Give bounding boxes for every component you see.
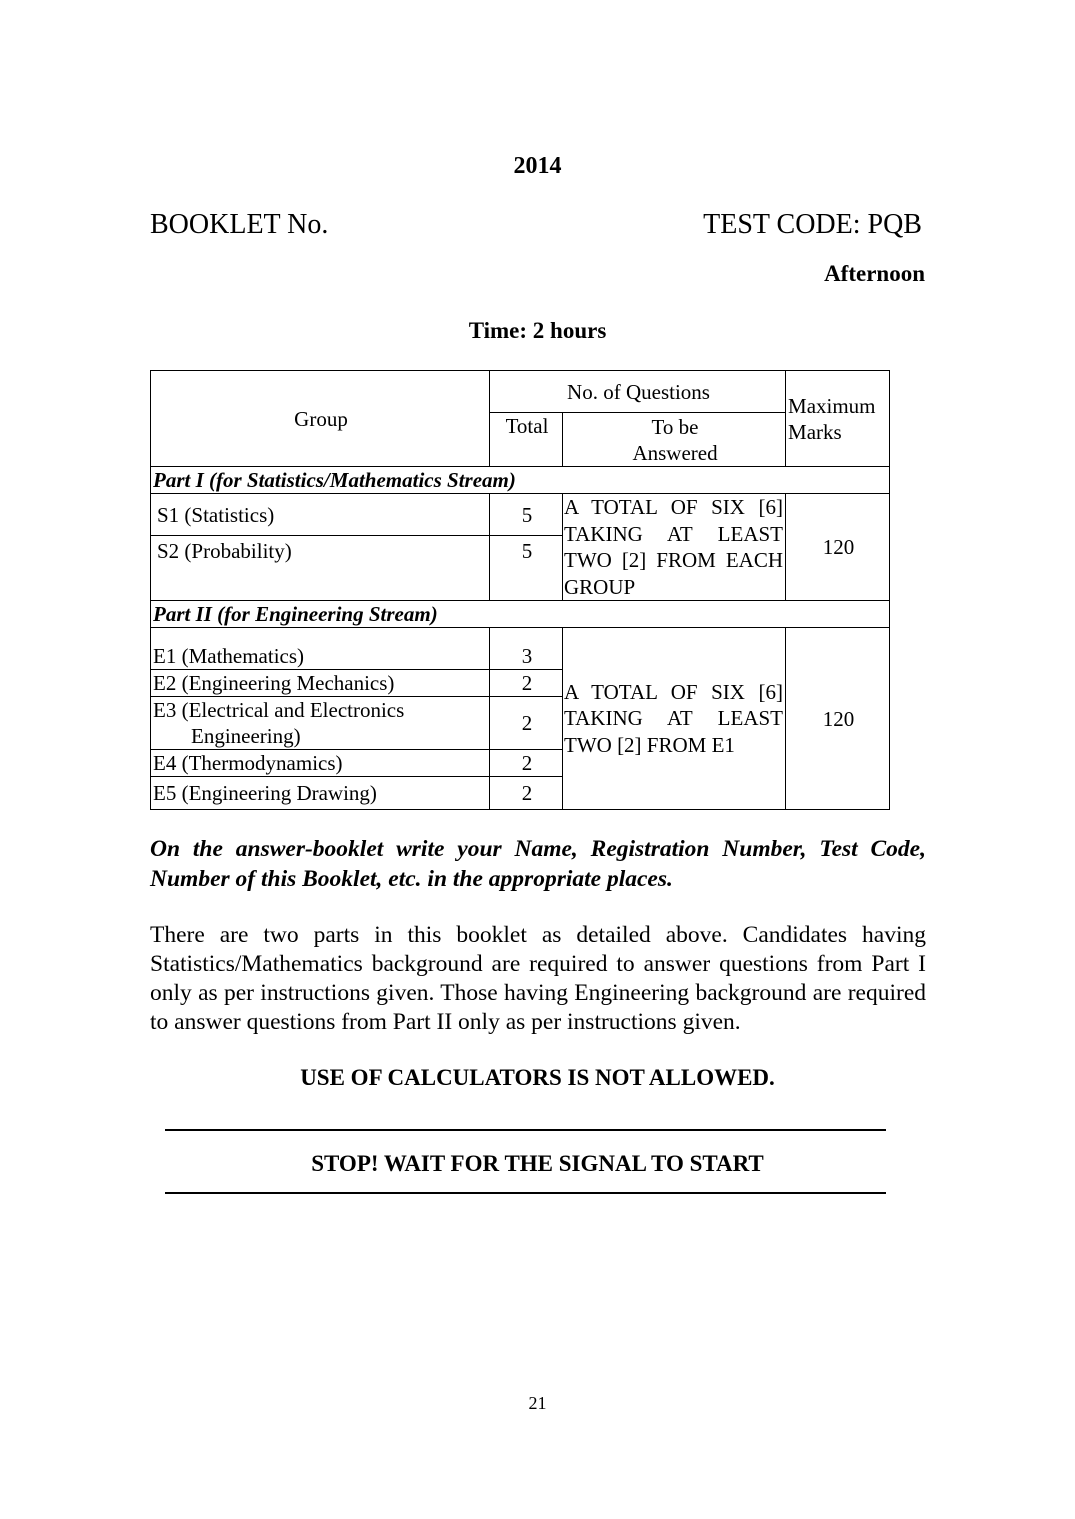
- group-cell: E4 (Thermodynamics): [151, 750, 490, 777]
- part1-instruction-text: A TOTAL OF SIX [6] TAKING AT LEAST TWO [2] FROM EACH: [564, 495, 784, 572]
- part2-instruction: [563, 628, 786, 810]
- total-cell: 2: [490, 697, 563, 750]
- total-cell: 2: [490, 670, 563, 697]
- max-marks-header: [786, 371, 890, 467]
- booklet-number-label: BOOKLET No.: [150, 209, 329, 240]
- part1-instruction: [563, 494, 786, 601]
- total-header: Total: [490, 413, 563, 467]
- calculator-notice: USE OF CALCULATORS IS NOT ALLOWED.: [300, 1065, 775, 1090]
- total-cell: 2: [490, 777, 563, 810]
- group-cell: S2 (Probability): [151, 536, 490, 601]
- time-allowed: Time: 2 hours: [468, 318, 607, 343]
- part2-instruction-last: TWO [2] FROM E1: [564, 732, 735, 757]
- group-cell: E5 (Engineering Drawing): [151, 777, 490, 810]
- total-cell: 5: [490, 494, 563, 536]
- table-row: [151, 628, 890, 670]
- part2-marks: 120: [786, 628, 890, 810]
- total-cell: 3: [490, 628, 563, 670]
- test-code: TEST CODE: PQB: [703, 209, 922, 240]
- part1-marks: 120: [786, 494, 890, 601]
- top-divider: [165, 1129, 886, 1131]
- questions-header: No. of Questions: [490, 371, 786, 413]
- to-be-answered-header: [563, 413, 786, 467]
- stop-notice: STOP! WAIT FOR THE SIGNAL TO START: [311, 1151, 764, 1176]
- group-cell-line1: E3 (Electrical and Electronics: [153, 698, 405, 722]
- part2-instruction-text: A TOTAL OF SIX [6] TAKING AT LEAST: [564, 679, 784, 731]
- session-label: Afternoon: [824, 261, 925, 286]
- table-row: [151, 494, 890, 536]
- question-distribution-table: [150, 370, 890, 810]
- group-cell: E2 (Engineering Mechanics): [151, 670, 490, 697]
- part2-title: Part II (for Engineering Stream): [151, 601, 890, 628]
- to-be-answered-line2: Answered: [632, 440, 718, 465]
- part1-title: Part I (for Statistics/Mathematics Stream): [151, 467, 890, 494]
- answer-booklet-note: On the answer-booklet write your Name, Registration Number, Test Code, Number of this Booklet, etc. in the appropriate places.: [150, 836, 926, 892]
- max-marks-header-line1: Maximum: [788, 393, 876, 418]
- group-cell-line2: Engineering): [191, 724, 301, 748]
- total-cell: 2: [490, 750, 563, 777]
- part1-instruction-last: GROUP: [564, 574, 636, 599]
- part2-title-row: [151, 601, 890, 628]
- group-cell: E1 (Mathematics): [151, 628, 490, 670]
- instructions-paragraph: There are two parts in this booklet as detailed above. Candidates having Statistics/Mathematics background are required to answer questions from Part I only as per instructions given. Those having Engineering background are required to answer questions from Part II only as per instructions given.: [150, 922, 926, 1035]
- part1-title-row: [151, 467, 890, 494]
- page-number: 21: [528, 1393, 547, 1413]
- max-marks-header-line2: Marks: [788, 419, 842, 444]
- bottom-divider: [165, 1192, 886, 1194]
- to-be-answered-line1: To be: [651, 414, 699, 439]
- group-header: Group: [151, 371, 490, 467]
- group-cell: [151, 697, 490, 750]
- year-heading: 2014: [513, 153, 562, 179]
- group-cell: S1 (Statistics): [151, 494, 490, 536]
- table-header-row: [151, 371, 890, 413]
- total-cell: 5: [490, 536, 563, 601]
